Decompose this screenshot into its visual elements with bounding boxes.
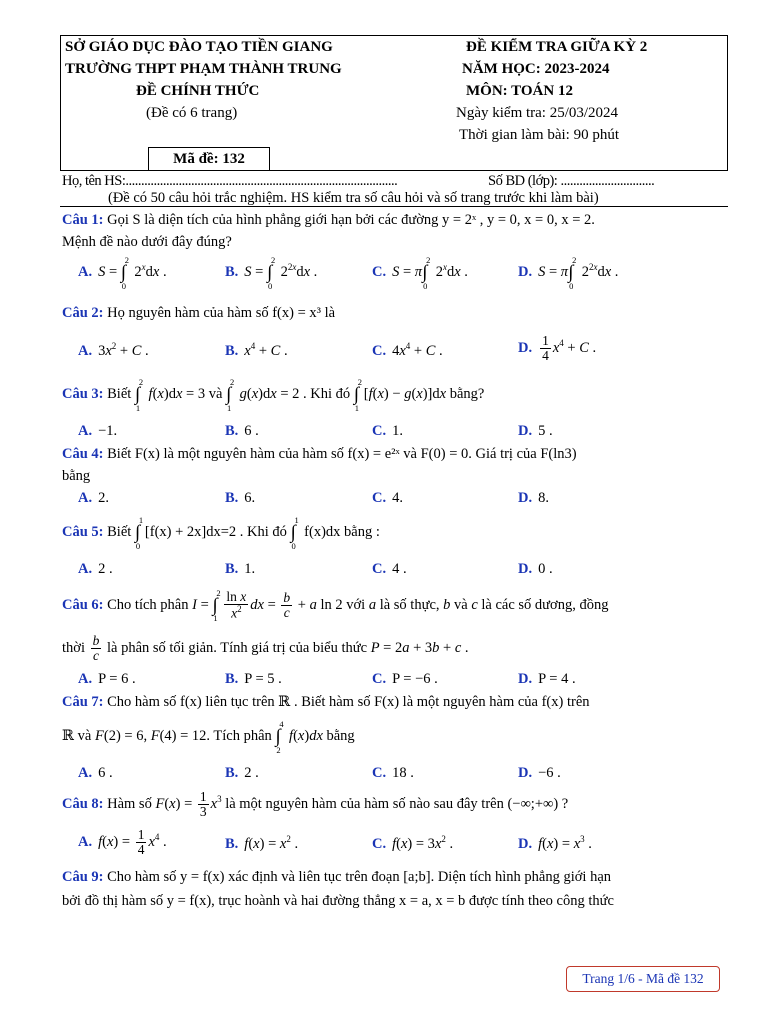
q4-label: Câu 4: (62, 446, 104, 462)
header-exam-title: ĐỀ KIỂM TRA GIỮA KỲ 2 (466, 39, 648, 55)
q1-option-a[interactable]: A. S = ∫ 2 0 2$^x$dx . (78, 255, 167, 291)
q8-option-b[interactable]: B. $f(x) = x^2$ . (225, 834, 299, 852)
q6-option-d[interactable]: D. P = 4 . (518, 671, 576, 687)
q9-text2: bởi đồ thị hàm số y = f(x), trục hoành và hai đường thẳng x = a, x = b được tính theo công thức (62, 893, 614, 909)
q4-option-d[interactable]: D. 8. (518, 490, 549, 506)
q1-text2: Mệnh đề nào dưới đây đúng? (62, 234, 232, 250)
q7-text: Cho hàm số f(x) liên tục trên ℝ . Biết hàm số F(x) là một nguyên hàm của f(x) trên (107, 694, 590, 710)
q7-option-b[interactable]: B. 2 . (225, 765, 259, 781)
q4-option-b[interactable]: B. 6. (225, 490, 256, 506)
q5: Câu 5: Biết ∫ 1 0 [f(x) + 2x]dx=2 . Khi đó ∫ 1 0 f(x)dx bằng : (62, 515, 380, 551)
q8-option-d[interactable]: D. $f(x) = x^3$ . (518, 834, 592, 852)
q2-option-c[interactable]: C. $4x^4 + C$ . (372, 341, 443, 359)
q4-text2: bằng (62, 468, 91, 484)
q7-option-d[interactable]: D. −6 . (518, 765, 561, 781)
q9-label: Câu 9: (62, 869, 104, 885)
divider (60, 206, 728, 207)
exam-note: (Đề có 50 câu hỏi trắc nghiệm. HS kiểm tra số câu hỏi và số trang trước khi làm bài) (108, 190, 599, 206)
q3: Câu 3: Biết ∫ 2 1 f(x)dx = 3 và ∫ 2 1 g(x)dx = 2 . Khi đó ∫ 2 1 [f(x) − g(x)]dx bằng? (62, 377, 485, 413)
q8-label: Câu 8: (62, 796, 104, 812)
q7 (62, 694, 590, 711)
q5-label: Câu 5: (62, 523, 104, 540)
header-school: TRƯỜNG THPT PHẠM THÀNH TRUNG (65, 61, 342, 77)
q5-option-a[interactable]: A. 2 . (78, 561, 113, 577)
q5-option-d[interactable]: D. 0 . (518, 561, 553, 577)
header-org: SỞ GIÁO DỤC ĐÀO TẠO TIỀN GIANG (65, 39, 333, 55)
q7-option-c[interactable]: C. 18 . (372, 765, 414, 781)
q1-option-c[interactable]: C. S = π∫ 2 0 2$^x$dx . (372, 255, 468, 291)
header-year: NĂM HỌC: 2023-2024 (462, 61, 610, 77)
q1-text: Gọi S là diện tích của hình phẳng giới hạn bởi các đường y = 2ˣ , y = 0, x = 0, x = 2. (107, 212, 595, 228)
q1-label: Câu 1: (62, 212, 104, 228)
q4 (62, 446, 577, 463)
student-name-line: Họ, tên HS:....................................................................................... (62, 173, 398, 189)
q1 (62, 212, 595, 229)
header-date: Ngày kiểm tra: 25/03/2024 (456, 105, 619, 121)
q6-option-a[interactable]: A. P = 6 . (78, 671, 136, 687)
q7-line2: ℝ và F(2) = 6, F(4) = 12. Tích phân ∫ 4 2 f(x)dx bằng (62, 719, 355, 755)
student-sbd-line: Số BD (lớp): .............................. (488, 173, 655, 189)
header-official: ĐỀ CHÍNH THỨC (136, 83, 260, 99)
q2-label: Câu 2: (62, 305, 104, 321)
q3-option-d[interactable]: D. 5 . (518, 423, 553, 439)
q6-line2: thời $\frac{b}{c}$ là phân số tối giản. Tính giá trị của biểu thức P = 2a + 3b + c . (62, 633, 469, 664)
q3-option-c[interactable]: C. 1. (372, 423, 403, 439)
q8-option-a[interactable]: A. f(x) = $\frac{1}{4}$ $x^4$ . (78, 827, 167, 858)
q8-option-c[interactable]: C. $f(x) = 3x^2$ . (372, 834, 454, 852)
header-duration: Thời gian làm bài: 90 phút (459, 127, 619, 143)
q5-option-b[interactable]: B. 1. (225, 561, 256, 577)
q5-option-c[interactable]: C. 4 . (372, 561, 407, 577)
q3-label: Câu 3: (62, 385, 104, 402)
q7-option-a[interactable]: A. 6 . (78, 765, 113, 781)
q1-option-b[interactable]: B. S = ∫ 2 0 $2^{2x}dx$ . (225, 255, 318, 291)
q6-label: Câu 6: (62, 596, 104, 613)
q8: Câu 8: Hàm số F(x) = $\frac{1}{3}$ $x^3$ là một nguyên hàm của hàm số nào sau đây trên (−∞;+∞) ? (62, 789, 569, 820)
q2-option-a[interactable]: A. $3x^2 + C$ . (78, 341, 149, 359)
q9-text: Cho hàm số y = f(x) xác định và liên tục trên đoạn [a;b]. Diện tích hình phẳng giới hạn (107, 869, 612, 885)
q7-label: Câu 7: (62, 694, 104, 710)
page-footer: Trang 1/6 - Mã đề 132 (566, 966, 720, 992)
q6-option-b[interactable]: B. P = 5 . (225, 671, 282, 687)
q4-text: Biết F(x) là một nguyên hàm của hàm số f(x) = e²ˣ và F(0) = 0. Giá trị của F(ln3) (107, 446, 577, 462)
q4-option-c[interactable]: C. 4. (372, 490, 403, 506)
q9 (62, 869, 611, 886)
q4-option-a[interactable]: A. 2. (78, 490, 109, 506)
exam-code: Mã đề: 132 (148, 147, 270, 171)
q2-option-b[interactable]: B. $x^4 + C$ . (225, 341, 288, 359)
q1-option-d[interactable]: D. S = π∫ 2 0 $2^{2x}dx$ . (518, 255, 619, 291)
q6-option-c[interactable]: C. P = −6 . (372, 671, 438, 687)
q3-option-b[interactable]: B. 6 . (225, 423, 259, 439)
q6: Câu 6: Cho tích phân I = ∫ 2 1 $\frac{\text{ln x}}{x^2}$ dx = $\frac{b}{c}$ + a ln 2 với a là số thực, b và c là các số dương, đồng (62, 587, 609, 624)
q2-option-d[interactable]: D. $\frac{1}{4}$ $x^4 + C$ . (518, 333, 597, 364)
header-pages: (Đề có 6 trang) (146, 105, 238, 121)
header-subject: MÔN: TOÁN 12 (466, 83, 573, 99)
q2 (62, 305, 335, 322)
q3-option-a[interactable]: A. −1. (78, 423, 118, 439)
q2-text: Họ nguyên hàm của hàm số f(x) = x³ là (107, 305, 336, 321)
